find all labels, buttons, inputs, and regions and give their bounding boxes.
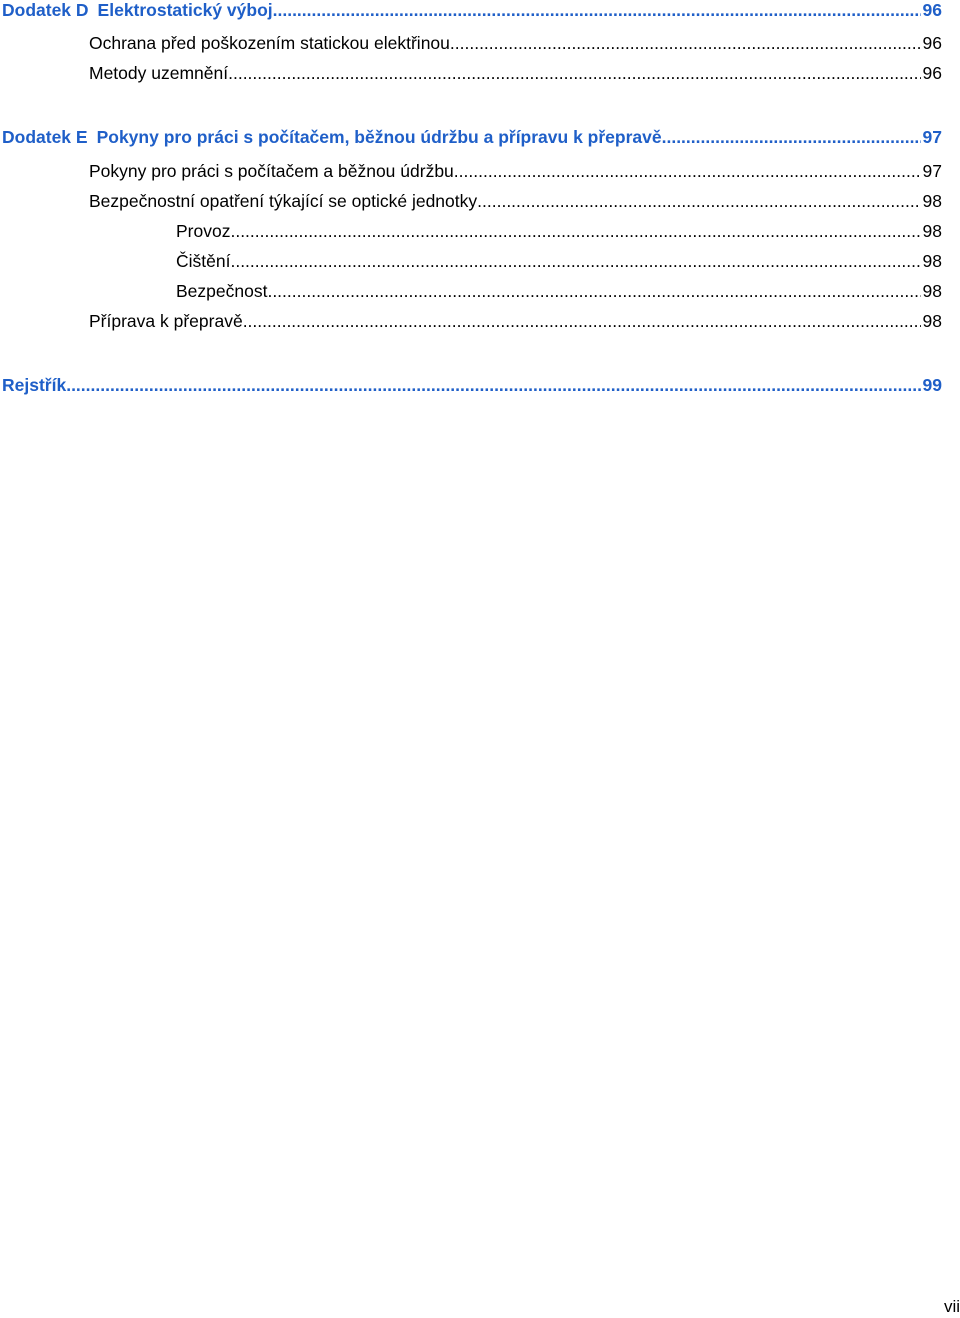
toc-subentry[interactable] [176,279,942,303]
toc-chapter-label [2,0,273,22]
toc-subentry[interactable] [176,219,942,243]
toc-page-number: 98 [922,251,942,271]
toc-entry[interactable] [89,309,942,333]
toc-page-number: 96 [922,33,942,53]
toc-page-number: 98 [922,311,942,331]
toc-entry-title: Bezpečnost [176,281,268,301]
toc-page-number: 98 [922,191,942,211]
toc-page-number: 96 [922,0,942,20]
dot-leader [662,125,921,149]
toc-entry[interactable] [89,31,942,55]
toc-entry-title: Bezpečnostní opatření týkající se optické jednotky [89,191,478,211]
toc-entry[interactable] [89,159,942,183]
toc-chapter-prefix: Dodatek D [2,0,89,20]
dot-leader [267,279,920,303]
toc-entry[interactable] [89,61,942,85]
toc-page-number: 99 [922,375,942,395]
dot-leader [450,31,921,55]
dot-leader [243,309,921,333]
dot-leader [66,373,920,397]
toc-entry-title: Pokyny pro práci s počítačem a běžnou údržbu [89,161,454,181]
dot-leader [477,189,920,213]
toc-chapter-prefix: Dodatek E [2,127,88,147]
dot-leader [230,219,920,243]
toc-chapter-appendix-d[interactable] [2,0,942,22]
dot-leader [454,159,921,183]
toc-chapter-title: Rejstřík [2,375,67,395]
toc-page-number: 98 [922,221,942,241]
toc-page-number: 97 [922,127,942,147]
toc-chapter-appendix-e[interactable] [2,125,942,149]
toc-chapter-title: Pokyny pro práci s počítačem, běžnou údržbu a přípravu k přepravě [96,127,662,147]
dot-leader [228,61,920,85]
toc-entry[interactable] [89,189,942,213]
toc-page-number: 97 [922,161,942,181]
toc-entry-title: Čištění [176,251,231,271]
page-folio: vii [943,1297,960,1316]
toc-page-number: 96 [922,63,942,83]
toc-page-number: 98 [922,281,942,301]
toc-entry-title: Metody uzemnění [89,63,229,83]
dot-leader [230,249,920,273]
toc-chapter-index[interactable] [2,373,942,397]
toc-entry-title: Provoz [176,221,231,241]
toc-entry-title: Ochrana před poškozením statickou elektřinou [89,33,450,53]
toc-chapter-title: Elektrostatický výboj [97,0,273,20]
toc-chapter-label [2,125,662,149]
toc-entry-title: Příprava k přepravě [89,311,243,331]
dot-leader [273,0,921,22]
toc-subentry[interactable] [176,249,942,273]
